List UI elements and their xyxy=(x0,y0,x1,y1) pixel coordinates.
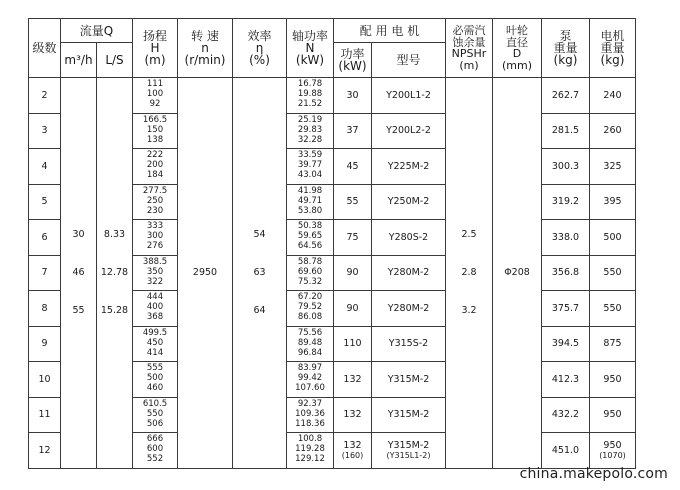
stage-cell: 9 xyxy=(29,326,61,362)
motor-model-cell: Y200L1-2 xyxy=(372,78,446,114)
pump-weight-cell: 319.2 xyxy=(542,184,590,220)
header-flow: 流量Q xyxy=(61,19,133,43)
head-cell: 499.5 450 414 xyxy=(133,326,178,362)
pump-weight-cell: 300.3 xyxy=(542,149,590,185)
head-cell: 555 500 460 xyxy=(133,362,178,398)
header-flow-m3h: m³/h xyxy=(61,43,97,78)
pump-weight-cell: 356.8 xyxy=(542,255,590,291)
motor-model-cell: Y250M-2 xyxy=(372,184,446,220)
shaft-power-cell: 58.78 69.60 75.32 xyxy=(287,255,334,291)
header-impeller: 叶轮 直径 D (mm) xyxy=(493,19,542,78)
head-cell: 166.5 150 138 xyxy=(133,113,178,149)
head-cell: 111 100 92 xyxy=(133,78,178,114)
shaft-power-cell: 75.56 89.48 96.84 xyxy=(287,326,334,362)
speed-cell: 2950 xyxy=(178,78,233,469)
table-row xyxy=(29,78,636,114)
shaft-power-cell: 83.97 99.42 107.60 xyxy=(287,362,334,398)
flow-m3h-cell: 30 46 55 xyxy=(61,78,97,469)
motor-weight-cell: 240 xyxy=(590,78,636,114)
head-cell: 666 600 552 xyxy=(133,433,178,469)
stage-cell: 5 xyxy=(29,184,61,220)
stage-cell: 4 xyxy=(29,149,61,185)
pump-weight-cell: 281.5 xyxy=(542,113,590,149)
header-head: 扬程 H (m) xyxy=(133,19,178,78)
shaft-power-cell: 100.8 119.28 129.12 xyxy=(287,433,334,469)
shaft-power-cell: 41.98 49.71 53.80 xyxy=(287,184,334,220)
stage-cell: 2 xyxy=(29,78,61,114)
motor-power-cell: 132 (160) xyxy=(334,433,372,469)
shaft-power-cell: 50.38 59.65 64.56 xyxy=(287,220,334,256)
motor-weight-cell: 550 xyxy=(590,291,636,327)
motor-power-cell: 55 xyxy=(334,184,372,220)
motor-weight-cell: 325 xyxy=(590,149,636,185)
shaft-power-cell: 92.37 109.36 118.36 xyxy=(287,397,334,433)
pump-weight-cell: 394.5 xyxy=(542,326,590,362)
header-motor-weight: 电机 重量 (kg) xyxy=(590,19,636,78)
motor-power-cell: 132 xyxy=(334,397,372,433)
motor-power-cell: 30 xyxy=(334,78,372,114)
pump-weight-cell: 432.2 xyxy=(542,397,590,433)
header-efficiency: 效率 η (%) xyxy=(233,19,287,78)
motor-model-cell: Y280S-2 xyxy=(372,220,446,256)
motor-power-cell: 110 xyxy=(334,326,372,362)
motor-model-cell: Y315M-2 (Y315L1-2) xyxy=(372,433,446,469)
stage-cell: 11 xyxy=(29,397,61,433)
pump-weight-cell: 338.0 xyxy=(542,220,590,256)
stage-cell: 10 xyxy=(29,362,61,398)
header-speed: 转 速 n (r/min) xyxy=(178,19,233,78)
header-motor-power: 功率 (kW) xyxy=(334,43,372,78)
motor-model-cell: Y280M-2 xyxy=(372,255,446,291)
motor-power-cell: 37 xyxy=(334,113,372,149)
motor-model-cell: Y315M-2 xyxy=(372,362,446,398)
motor-power-cell: 75 xyxy=(334,220,372,256)
header-motor: 配 用 电 机 xyxy=(334,19,446,43)
motor-weight-cell: 950 xyxy=(590,362,636,398)
pump-weight-cell: 412.3 xyxy=(542,362,590,398)
motor-weight-cell: 260 xyxy=(590,113,636,149)
header-npsh: 必需汽 蚀余量 NPSHr (m) xyxy=(446,19,493,78)
shaft-power-cell: 67.20 79.52 86.08 xyxy=(287,291,334,327)
pump-weight-cell: 451.0 xyxy=(542,433,590,469)
head-cell: 388.5 350 322 xyxy=(133,255,178,291)
impeller-cell: Φ208 xyxy=(493,78,542,469)
header-pump-weight: 泵 重量 (kg) xyxy=(542,19,590,78)
head-cell: 222 200 184 xyxy=(133,149,178,185)
header-flow-ls: L/S xyxy=(97,43,133,78)
pump-spec-table xyxy=(28,18,636,469)
motor-model-cell: Y225M-2 xyxy=(372,149,446,185)
motor-weight-cell: 500 xyxy=(590,220,636,256)
watermark: china.makepolo.com xyxy=(519,466,668,482)
header-motor-model: 型号 xyxy=(372,43,446,78)
motor-power-cell: 45 xyxy=(334,149,372,185)
motor-power-cell: 90 xyxy=(334,291,372,327)
stage-cell: 12 xyxy=(29,433,61,469)
stage-cell: 3 xyxy=(29,113,61,149)
head-cell: 277.5 250 230 xyxy=(133,184,178,220)
shaft-power-cell: 33.59 39.77 43.04 xyxy=(287,149,334,185)
motor-weight-cell: 395 xyxy=(590,184,636,220)
header-stage: 级数 xyxy=(29,19,61,78)
head-cell: 333 300 276 xyxy=(133,220,178,256)
motor-power-cell: 90 xyxy=(334,255,372,291)
pump-weight-cell: 375.7 xyxy=(542,291,590,327)
flow-ls-cell: 8.33 12.78 15.28 xyxy=(97,78,133,469)
motor-weight-cell: 950 (1070) xyxy=(590,433,636,469)
header-shaft-power: 轴功率 N (kW) xyxy=(287,19,334,78)
npsh-cell: 2.5 2.8 3.2 xyxy=(446,78,493,469)
head-cell: 444 400 368 xyxy=(133,291,178,327)
shaft-power-cell: 25.19 29.83 32.28 xyxy=(287,113,334,149)
table-body xyxy=(29,78,636,469)
stage-cell: 6 xyxy=(29,220,61,256)
motor-model-cell: Y280M-2 xyxy=(372,291,446,327)
pump-weight-cell: 262.7 xyxy=(542,78,590,114)
head-cell: 610.5 550 506 xyxy=(133,397,178,433)
motor-weight-cell: 550 xyxy=(590,255,636,291)
stage-cell: 7 xyxy=(29,255,61,291)
motor-weight-cell: 875 xyxy=(590,326,636,362)
motor-weight-cell: 950 xyxy=(590,397,636,433)
efficiency-cell: 54 63 64 xyxy=(233,78,287,469)
motor-model-cell: Y315S-2 xyxy=(372,326,446,362)
shaft-power-cell: 16.78 19.88 21.52 xyxy=(287,78,334,114)
motor-model-cell: Y315M-2 xyxy=(372,397,446,433)
motor-power-cell: 132 xyxy=(334,362,372,398)
stage-cell: 8 xyxy=(29,291,61,327)
motor-model-cell: Y200L2-2 xyxy=(372,113,446,149)
